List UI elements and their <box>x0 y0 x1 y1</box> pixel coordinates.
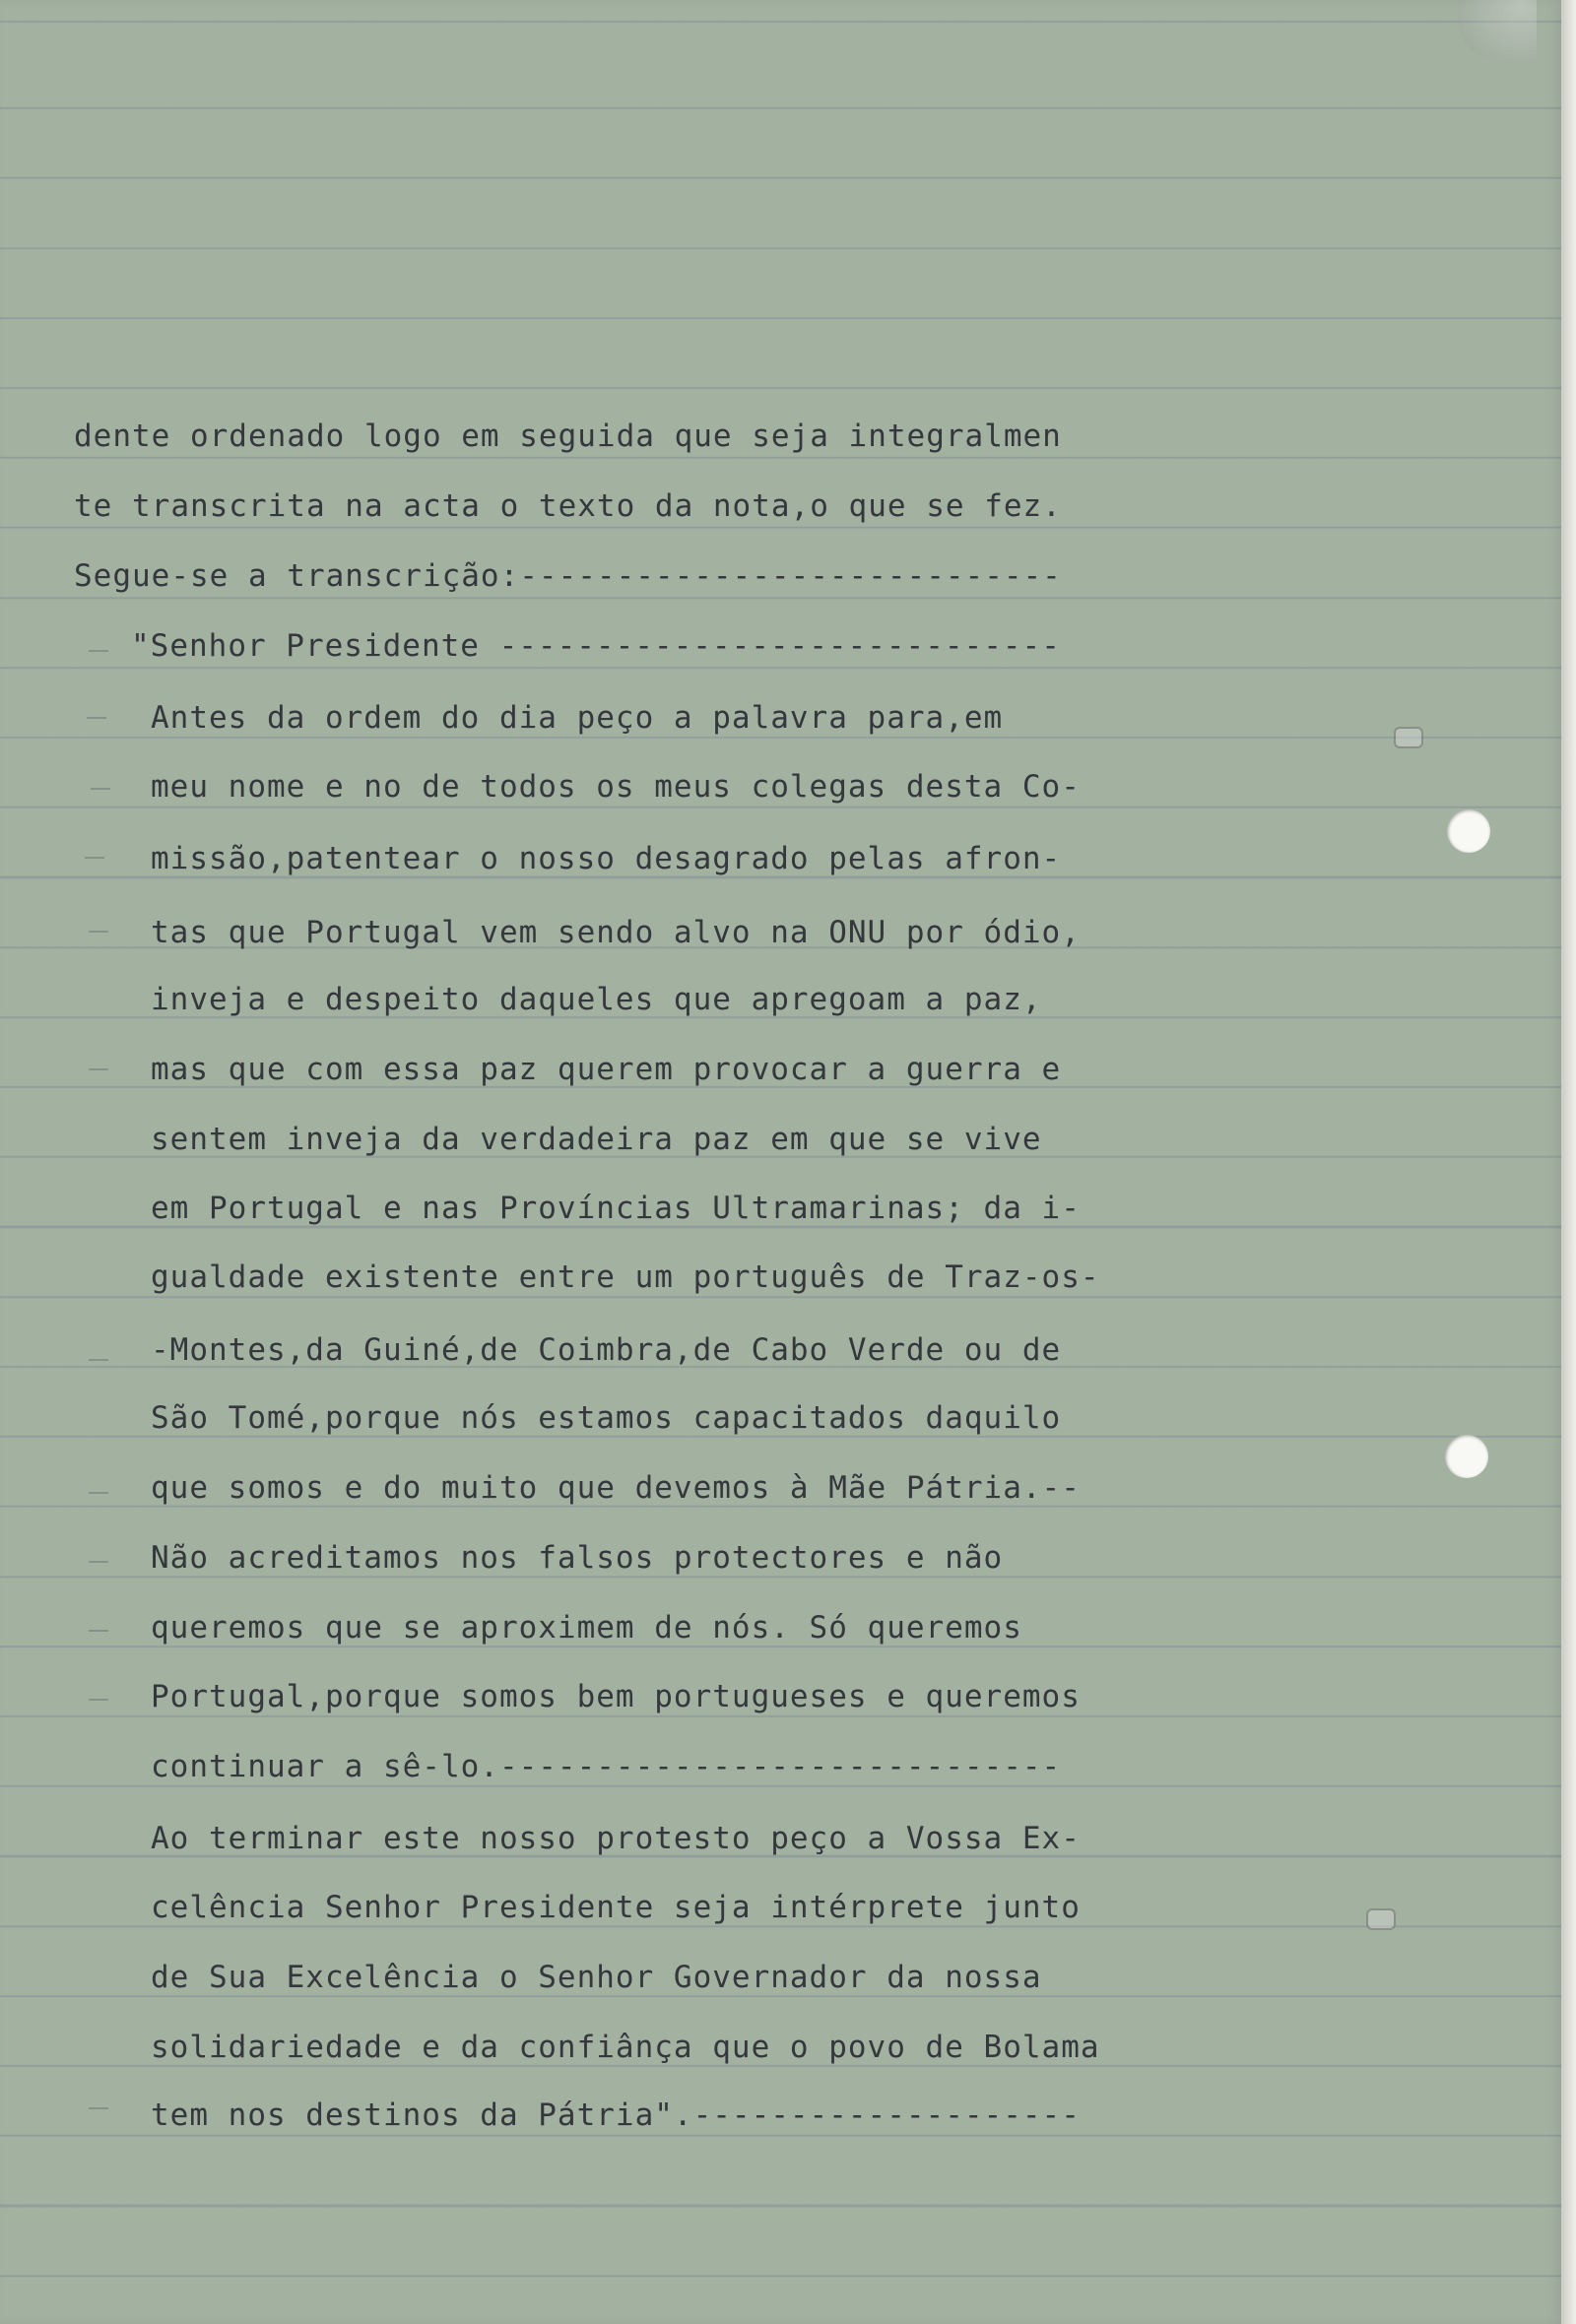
text-line: tem nos destinos da Pátria".-------------------- <box>151 2098 1081 2133</box>
text-line: continuar a sê-lo.----------------------------- <box>151 1749 1062 1784</box>
text-line: Não acreditamos nos falsos protectores e não <box>151 1540 1004 1576</box>
text-line: meu nome e no de todos os meus colegas desta Co- <box>151 769 1081 805</box>
text-line: Segue-se a transcrição:---------------------------- <box>74 558 1062 594</box>
text-line: São Tomé,porque nós estamos capacitados daquilo <box>151 1400 1062 1436</box>
text-line: de Sua Excelência o Senhor Governador da nossa <box>151 1960 1042 1995</box>
text-line: dente ordenado logo em seguida que seja integralmen <box>74 419 1062 454</box>
text-line: inveja e despeito daqueles que apregoam a paz, <box>151 982 1042 1017</box>
text-line: -Montes,da Guiné,de Coimbra,de Cabo Verde ou de <box>151 1332 1062 1368</box>
text-line: Antes da ordem do dia peço a palavra para,em <box>151 700 1004 736</box>
text-line: mas que com essa paz querem provocar a guerra e <box>151 1052 1062 1087</box>
text-line: solidariedade e da confiânça que o povo de Bolama <box>151 2030 1100 2065</box>
text-line: tas que Portugal vem sendo alvo na ONU por ódio, <box>151 915 1081 950</box>
text-line: Ao terminar este nosso protesto peço a Vossa Ex- <box>151 1821 1081 1856</box>
text-line: missão,patentear o nosso desagrado pelas afron- <box>151 841 1062 876</box>
text-line: que somos e do muito que devemos à Mãe Pátria.-- <box>151 1470 1081 1506</box>
text-line: Portugal,porque somos bem portugueses e queremos <box>151 1679 1081 1714</box>
text-line: em Portugal e nas Províncias Ultramarinas; da i- <box>151 1191 1081 1226</box>
text-line: gualdade existente entre um português de Traz-os- <box>151 1259 1100 1295</box>
text-line: celência Senhor Presidente seja intérprete junto <box>151 1890 1081 1925</box>
text-line: te transcrita na acta o texto da nota,o que se fez. <box>74 488 1062 524</box>
text-line: "Senhor Presidente ----------------------------- <box>131 628 1061 664</box>
text-line: queremos que se aproximem de nós. Só queremos <box>151 1610 1022 1646</box>
text-line: sentem inveja da verdadeira paz em que se vive <box>151 1122 1042 1157</box>
page-edge <box>1561 0 1576 2324</box>
